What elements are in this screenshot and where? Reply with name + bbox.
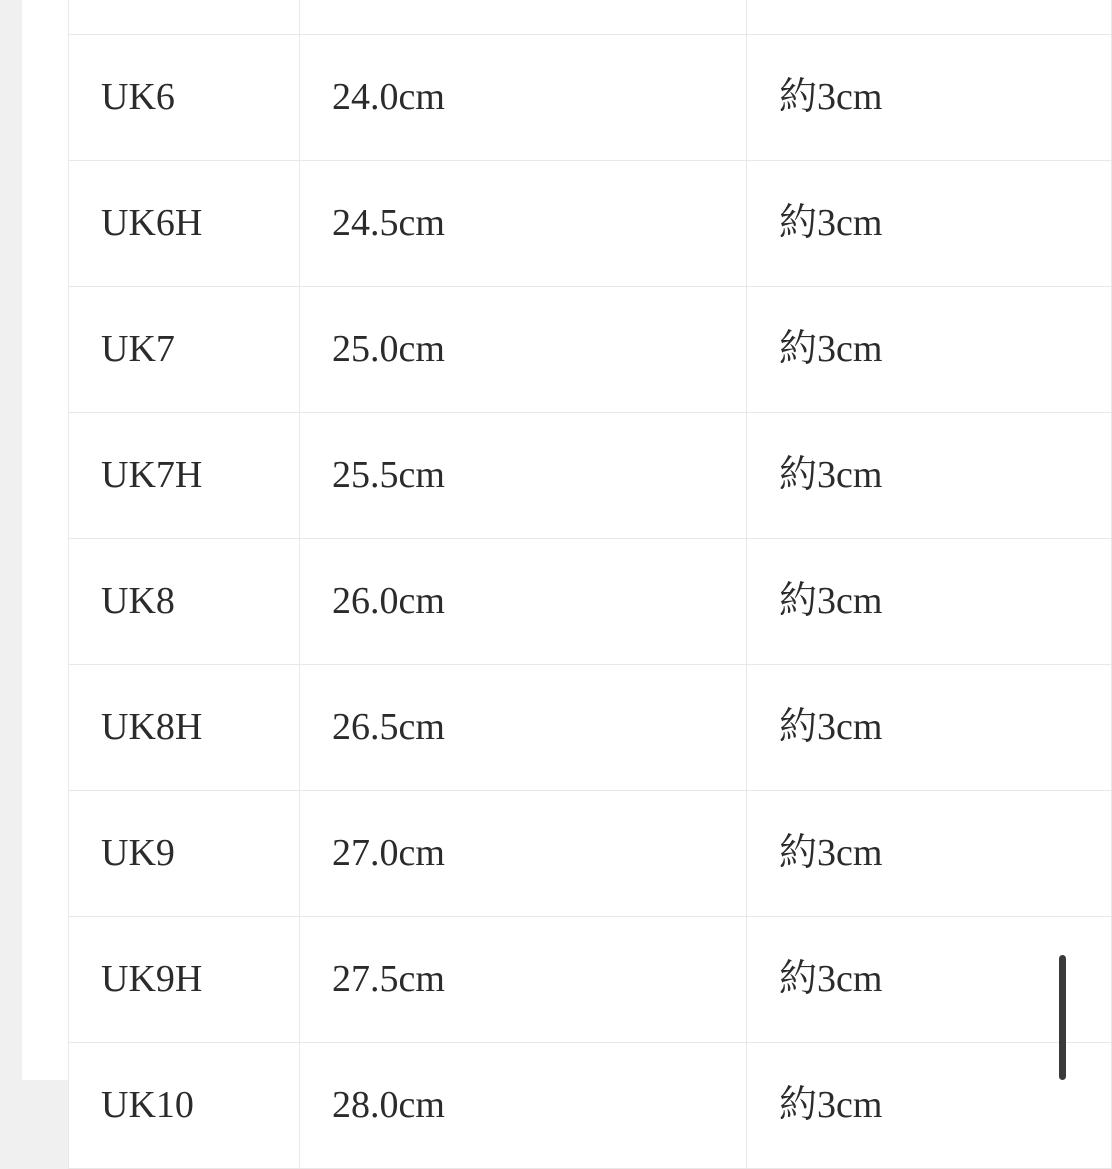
- table-row: [69, 161, 1112, 287]
- cell-size: UK8H: [69, 665, 300, 791]
- cell-size: UK9: [69, 791, 300, 917]
- table-row: [69, 287, 1112, 413]
- cell-width: 約3cm: [747, 665, 1112, 791]
- size-chart-table-body: [69, 0, 1112, 1169]
- scrollbar-thumb[interactable]: [1059, 955, 1066, 1080]
- cell-length: 27.5cm: [300, 917, 747, 1043]
- cell-size: UK6H: [69, 161, 300, 287]
- content-sheet: [22, 0, 1058, 1126]
- cell-length: 28.0cm: [300, 1043, 747, 1169]
- cell-width: 約3cm: [747, 413, 1112, 539]
- cell-width: 約3cm: [747, 35, 1112, 161]
- table-row: [69, 539, 1112, 665]
- table-row: [69, 791, 1112, 917]
- cell-length: [300, 0, 747, 35]
- cell-length: 24.5cm: [300, 161, 747, 287]
- cell-size: [69, 0, 300, 35]
- cell-length: 27.0cm: [300, 791, 747, 917]
- cell-size: UK7H: [69, 413, 300, 539]
- cell-width: 約3cm: [747, 791, 1112, 917]
- cell-width: 約3cm: [747, 287, 1112, 413]
- vertical-scrollbar[interactable]: [1062, 0, 1074, 1080]
- size-chart-table: [68, 0, 1112, 1169]
- table-row: [69, 1043, 1112, 1169]
- cell-length: 25.5cm: [300, 413, 747, 539]
- cell-length: 24.0cm: [300, 35, 747, 161]
- cell-width: 約3cm: [747, 917, 1112, 1043]
- cell-length: 26.5cm: [300, 665, 747, 791]
- table-row: [69, 0, 1112, 35]
- table-row: [69, 665, 1112, 791]
- page-left-margin: [0, 0, 22, 1080]
- cell-size: UK6: [69, 35, 300, 161]
- size-chart-table-wrapper: [68, 0, 1012, 1169]
- cell-length: 26.0cm: [300, 539, 747, 665]
- table-row: [69, 413, 1112, 539]
- table-row: [69, 917, 1112, 1043]
- cell-width: 約3cm: [747, 539, 1112, 665]
- cell-size: UK10: [69, 1043, 300, 1169]
- cell-size: UK8: [69, 539, 300, 665]
- cell-size: UK7: [69, 287, 300, 413]
- cell-width: 約3cm: [747, 161, 1112, 287]
- cell-width: [747, 0, 1112, 35]
- cell-width: 約3cm: [747, 1043, 1112, 1169]
- cell-length: 25.0cm: [300, 287, 747, 413]
- table-row: [69, 35, 1112, 161]
- cell-size: UK9H: [69, 917, 300, 1043]
